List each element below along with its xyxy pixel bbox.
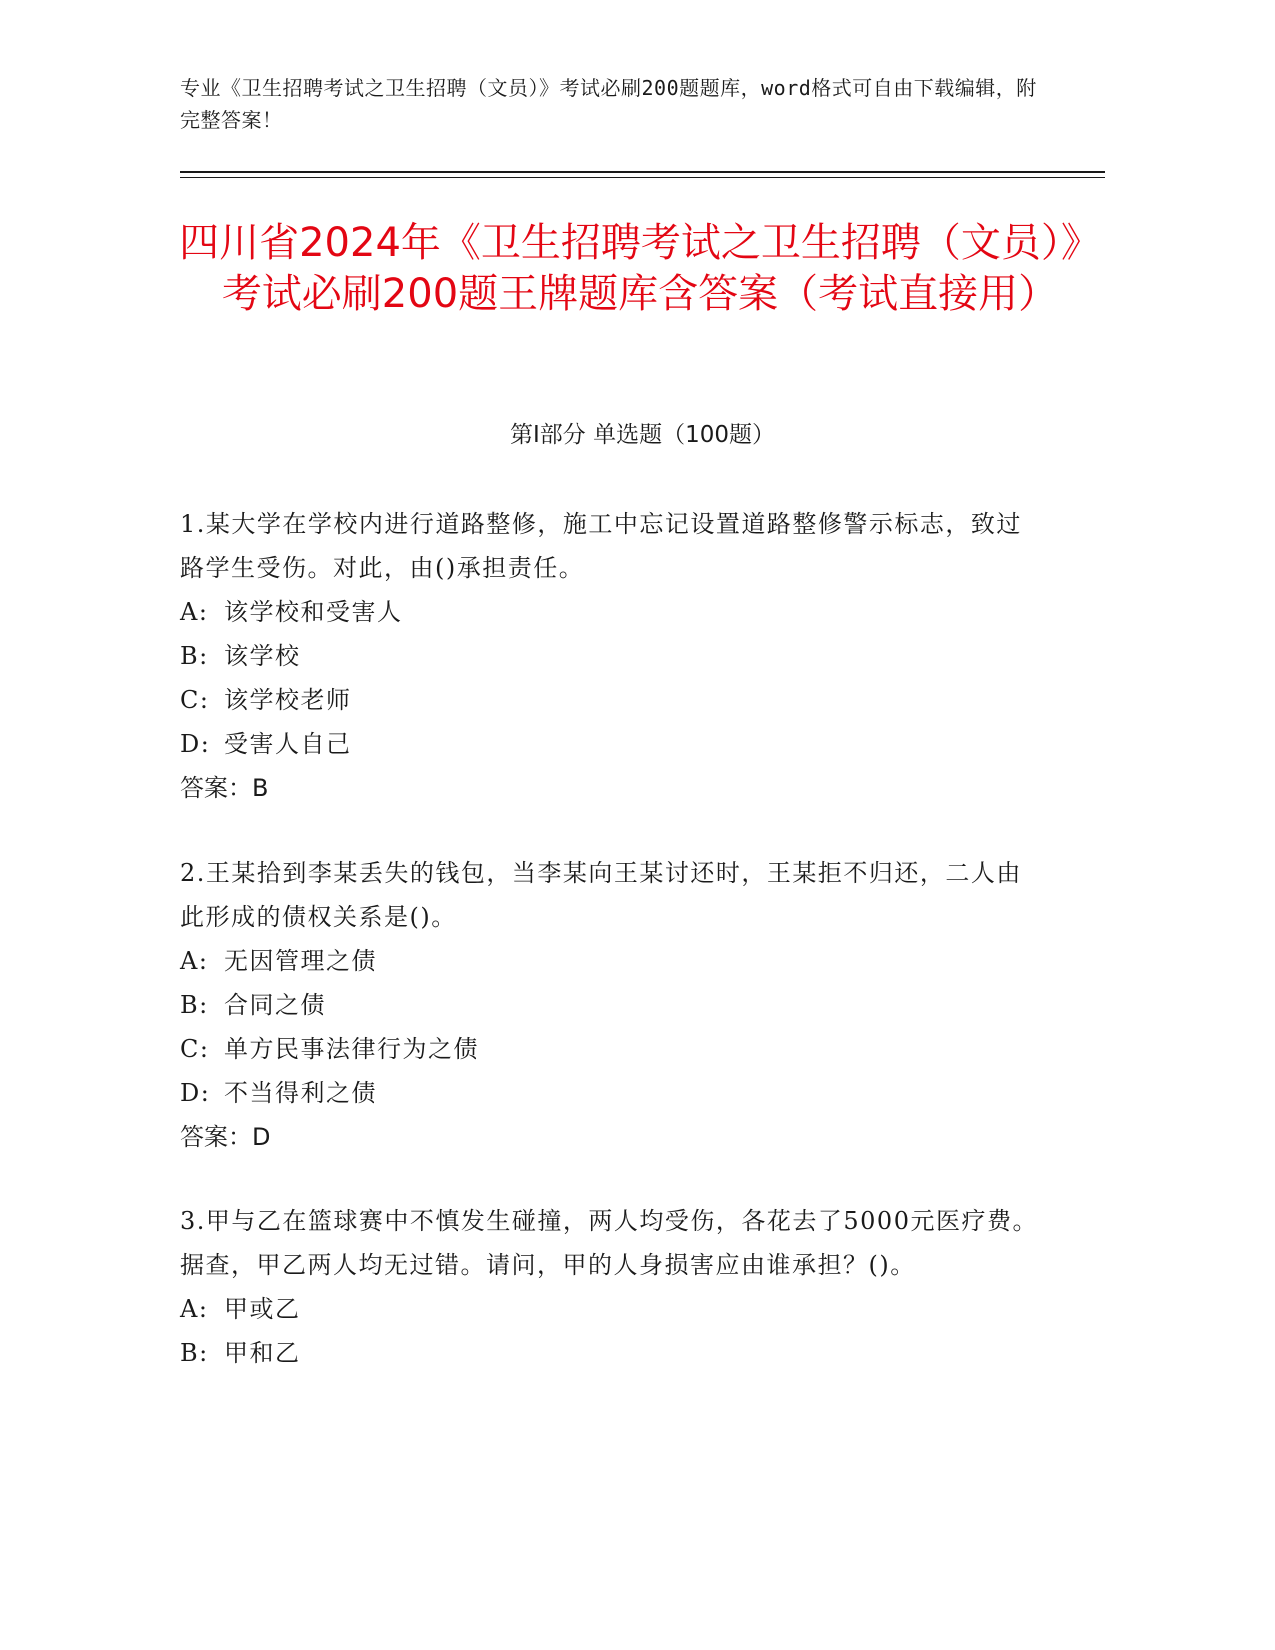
header-note: 专业《卫生招聘考试之卫生招聘（文员）》考试必刷200题题库，word格式可自由下载编辑，附完整答案！ [180,76,1037,132]
option-a [180,1287,1040,1331]
option-text: 该学校和受害人 [224,598,403,626]
option-text: 甲或乙 [224,1295,301,1323]
option-text: 该学校 [224,642,301,670]
option-key: B: [180,642,209,670]
option-key: B: [180,1339,209,1367]
option-text: 合同之债 [224,991,326,1019]
option-key: A: [180,1295,209,1323]
option-d [180,722,1040,766]
option-b [180,634,1040,678]
option-b [180,983,1040,1027]
answer: 答案：D [180,1123,271,1151]
option-text: 受害人自己 [224,730,352,758]
option-d [180,1071,1040,1115]
option-text: 该学校老师 [224,686,352,714]
option-key: D: [180,730,211,758]
header-rule-thin [180,177,1105,178]
document-title: 四川省2024年《卫生招聘考试之卫生招聘（文员）》考试必刷200题王牌题库含答案（考试直接用） [179,220,1101,317]
option-c [180,678,1040,722]
option-b [180,1331,1040,1375]
option-key: A: [180,598,209,626]
question-1 [180,502,1040,810]
question-3 [180,1199,1040,1375]
option-text: 甲和乙 [224,1339,301,1367]
option-a [180,590,1040,634]
answer: 答案：B [180,774,269,802]
question-stem: 1.某大学在学校内进行道路整修，施工中忘记设置道路整修警示标志，致过路学生受伤。对此，由()承担责任。 [180,510,1022,582]
option-key: C: [180,686,210,714]
option-a [180,939,1040,983]
option-text: 单方民事法律行为之债 [224,1035,479,1063]
question-stem: 3.甲与乙在篮球赛中不慎发生碰撞，两人均受伤，各花去了5000元医疗费。据查，甲乙两人均无过错。请问，甲的人身损害应由谁承担？()。 [180,1207,1038,1279]
option-key: B: [180,991,209,1019]
header-rule-thick [180,171,1105,173]
option-c [180,1027,1040,1071]
question-2 [180,851,1040,1159]
option-key: C: [180,1035,210,1063]
option-key: A: [180,947,209,975]
option-text: 不当得利之债 [224,1079,377,1107]
option-key: D: [180,1079,211,1107]
question-stem: 2.王某拾到李某丢失的钱包，当李某向王某讨还时，王某拒不归还，二人由此形成的债权关系是()。 [180,859,1022,931]
option-text: 无因管理之债 [224,947,377,975]
section-title: 第Ⅰ部分 单选题（100题） [510,422,775,448]
